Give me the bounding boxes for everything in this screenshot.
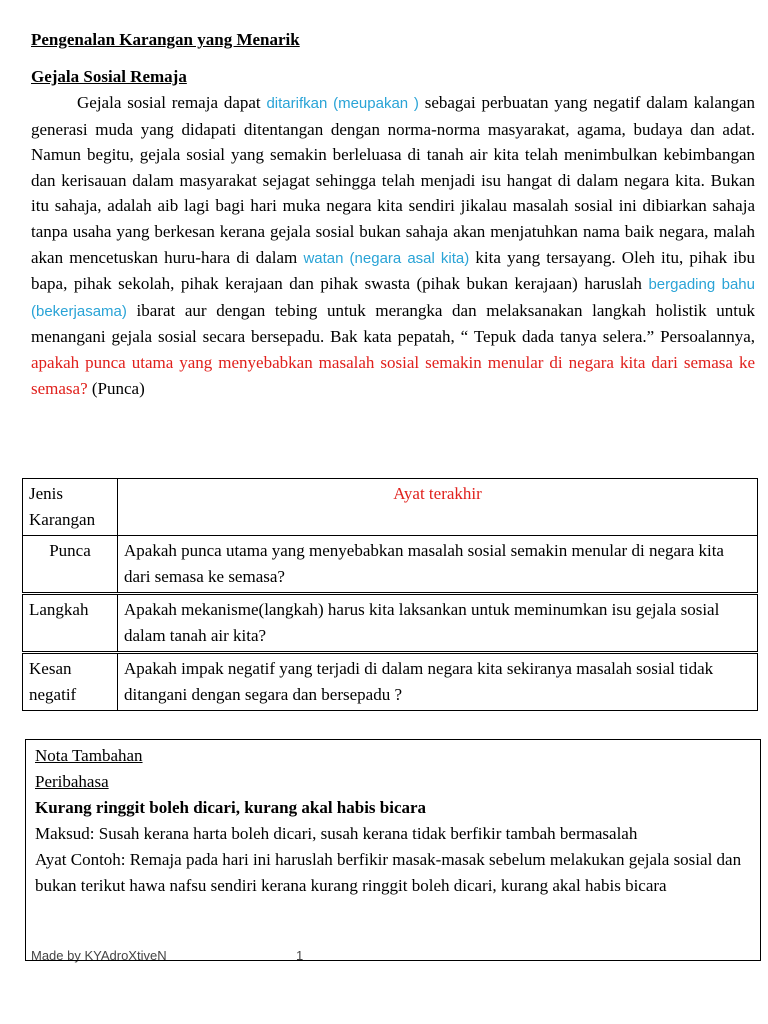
nota-box (25, 739, 761, 961)
nota-subheading: Peribahasa (35, 772, 109, 791)
highlight-blue-text: ditarifkan (meupakan ) (266, 95, 419, 112)
paragraph-text: sebagai perbuatan yang negatif dalam kalangan generasi muda yang didapati ditentangan dengan norma-norma masyarakat, agama, budaya dan adat. Namun begitu, gejala sosial yang semakin berleluasa di tanah air kita telah menimbulkan kebimbangan dan kerisauan dalam masyarakat sejagat sehingga telah menjadi isu hangat di dalam negara kita. Bukan itu sahaja, adalah aib lagi bagi hari muka negara kita sendiri jikalau masalah sosial ini dibiarkan sahaja tanpa usaha yang berkesan kerana gejala sosial bukan sahaja akan menjatuhkan nama baik negara, malah akan mencetuskan huru-hara di dalam (31, 93, 755, 267)
header-jenis: Jenis Karangan (23, 479, 118, 536)
paragraph-text: (Punca) (87, 378, 145, 398)
cell-jenis: Langkah (23, 594, 118, 653)
cell-ayat: Apakah punca utama yang menyebabkan masalah sosial semakin menular di negara kita dari semasa ke semasa? (118, 536, 758, 594)
paragraph-text: ibarat aur dengan tebing untuk merangka dan melaksanakan langkah holistik untuk menangani gejala sosial secara bersepadu. Bak kata pepatah, “ Tepuk dada tanya selera.” Persoalannya, (31, 300, 755, 347)
table-row (23, 653, 758, 711)
document-title: Pengenalan Karangan yang Menarik (31, 30, 300, 49)
cell-ayat: Apakah impak negatif yang terjadi di dalam negara kita sekiranya masalah sosial tidak ditangani dengan segara dan bersepadu ? (118, 653, 758, 711)
table-row (23, 536, 758, 594)
highlight-blue-text: bergading bahu (bekerjasama) (31, 276, 755, 320)
nota-heading: Nota Tambahan (35, 746, 143, 765)
table-row (23, 594, 758, 653)
highlight-red-text: apakah punca utama yang menyebabkan masalah sosial semakin menular di negara kita dari semasa ke semasa? (31, 352, 755, 398)
paragraph-text: kita yang tersayang. Oleh itu, pihak ibu bapa, pihak sekolah, pihak kerajaan dan pihak swasta (pihak bukan kerajaan) haruslah (31, 247, 756, 294)
contoh-text: Ayat Contoh: Remaja pada hari ini haruslah berfikir masak-masak sebelum melakukan gejala sosial dan bukan terikut hawa nafsu sendiri kerana kurang ringgit boleh dicari, kurang akal habis bicara (35, 850, 742, 895)
section-title: Gejala Sosial Remaja (31, 67, 187, 86)
paragraph-text: Gejala sosial remaja dapat (77, 93, 267, 112)
page-number: 1 (296, 948, 304, 963)
cell-jenis: Kesan negatif (23, 653, 118, 711)
table-header-row (23, 479, 758, 536)
karangan-table (22, 478, 758, 711)
header-ayat: Ayat terakhir (118, 479, 758, 536)
maksud-text: Maksud: Susah kerana harta boleh dicari, susah kerana tidak berfikir tambah bermasalah (35, 824, 638, 843)
footer-credit: Made by KYAdroXtiveN (31, 948, 167, 963)
intro-paragraph (31, 90, 755, 401)
cell-ayat: Apakah mekanisme(langkah) harus kita laksankan untuk meminumkan isu gejala sosial dalam tanah air kita? (118, 594, 758, 653)
highlight-blue-text: watan (negara asal kita) (303, 249, 470, 267)
cell-jenis: Punca (23, 536, 118, 594)
peribahasa-text: Kurang ringgit boleh dicari, kurang akal habis bicara (35, 798, 427, 817)
